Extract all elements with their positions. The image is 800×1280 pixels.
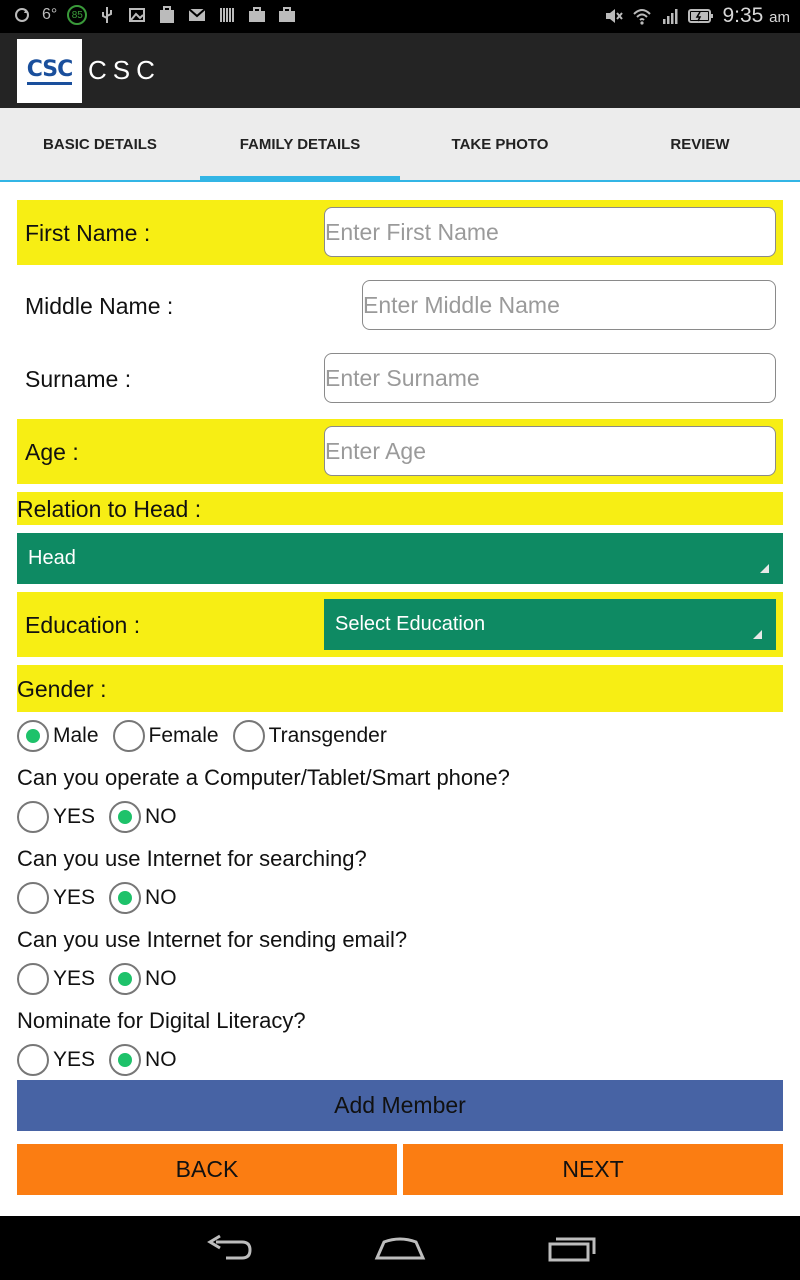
battery-badge-icon: 85 — [67, 5, 87, 25]
internet-email-radio-group — [17, 963, 191, 995]
gender-label: Gender : — [17, 676, 107, 702]
relation-dropdown[interactable] — [17, 533, 783, 584]
csc-logo — [17, 39, 82, 103]
education-selected: Select Education — [335, 613, 486, 635]
relation-row — [17, 492, 783, 525]
question-internet-email: Can you use Internet for sending email? — [17, 927, 408, 952]
system-nav-bar — [0, 1216, 800, 1280]
wifi-icon — [632, 6, 652, 26]
middle-name-row — [17, 273, 783, 338]
internet-search-yes-radio[interactable] — [17, 882, 49, 914]
surname-row — [17, 346, 783, 411]
internet-email-yes-label[interactable]: YES — [53, 967, 96, 990]
status-bar — [0, 0, 800, 33]
logo-text: CSC — [27, 58, 73, 85]
clock — [722, 4, 790, 28]
computer-yes-radio[interactable] — [17, 801, 49, 833]
first-name-label: First Name : — [25, 220, 151, 246]
internet-email-no-label[interactable]: NO — [145, 967, 177, 990]
age-input[interactable]: Enter Age — [324, 426, 776, 476]
internet-search-no-label[interactable]: NO — [145, 886, 177, 909]
gender-male-radio[interactable] — [17, 720, 49, 752]
relation-label: Relation to Head : — [17, 496, 202, 522]
tab-take-photo[interactable]: TAKE PHOTO — [451, 135, 549, 153]
tab-family-details[interactable]: FAMILY DETAILS — [200, 108, 400, 180]
back-nav-icon[interactable] — [204, 1232, 256, 1264]
middle-name-input[interactable]: Enter Middle Name — [362, 280, 776, 330]
sync-icon — [12, 5, 32, 25]
add-member-button[interactable]: Add Member — [17, 1080, 783, 1131]
question-digital-literacy: Nominate for Digital Literacy? — [17, 1008, 306, 1033]
tab-bar — [0, 108, 800, 182]
gender-row — [17, 665, 783, 712]
signal-icon — [660, 6, 680, 26]
education-label: Education : — [25, 612, 141, 638]
battery-charging-icon — [688, 6, 714, 26]
question-computer: Can you operate a Computer/Tablet/Smart phone? — [17, 765, 510, 790]
internet-search-radio-group — [17, 882, 191, 914]
relation-selected: Head — [28, 547, 76, 569]
back-button[interactable]: BACK — [17, 1144, 397, 1195]
gender-male-label[interactable]: Male — [53, 724, 99, 747]
gender-female-radio[interactable] — [113, 720, 145, 752]
barcode-icon — [217, 5, 237, 25]
age-row — [17, 419, 783, 484]
system-icons — [604, 4, 790, 28]
gender-transgender-label[interactable]: Transgender — [268, 724, 387, 747]
question-internet-search: Can you use Internet for searching? — [17, 846, 367, 871]
education-row — [17, 592, 783, 657]
education-dropdown[interactable] — [324, 599, 776, 650]
tab-review[interactable]: REVIEW — [670, 135, 730, 153]
computer-no-radio[interactable] — [109, 801, 141, 833]
gender-transgender-radio[interactable] — [233, 720, 265, 752]
home-nav-icon[interactable] — [374, 1232, 426, 1264]
image-icon — [127, 5, 147, 25]
app-bar — [0, 33, 800, 108]
usb-icon — [97, 5, 117, 25]
gender-female-label[interactable]: Female — [148, 724, 219, 747]
mail-icon — [187, 5, 207, 25]
first-name-input[interactable]: Enter First Name — [324, 207, 776, 257]
app-title: CSC — [88, 55, 161, 85]
surname-label: Surname : — [25, 366, 132, 392]
dropdown-arrow-icon — [753, 630, 762, 639]
digital-literacy-no-label[interactable]: NO — [145, 1048, 177, 1071]
gender-radio-group — [17, 720, 401, 752]
computer-no-label[interactable]: NO — [145, 805, 177, 828]
next-button[interactable]: NEXT — [403, 1144, 783, 1195]
internet-search-yes-label[interactable]: YES — [53, 886, 96, 909]
recent-apps-nav-icon[interactable] — [546, 1232, 598, 1264]
dropdown-arrow-icon — [760, 564, 769, 573]
clock-time: 9:35 — [722, 4, 764, 27]
internet-email-yes-radio[interactable] — [17, 963, 49, 995]
age-label: Age : — [25, 439, 79, 465]
surname-input[interactable]: Enter Surname — [324, 353, 776, 403]
briefcase-icon — [247, 5, 267, 25]
digital-literacy-no-radio[interactable] — [109, 1044, 141, 1076]
computer-radio-group — [17, 801, 191, 833]
computer-yes-label[interactable]: YES — [53, 805, 96, 828]
temperature-text: 6° — [42, 6, 58, 23]
middle-name-label: Middle Name : — [25, 293, 174, 319]
bag-icon — [157, 5, 177, 25]
internet-search-no-radio[interactable] — [109, 882, 141, 914]
digital-literacy-yes-radio[interactable] — [17, 1044, 49, 1076]
clock-ampm: am — [769, 9, 790, 26]
first-name-row — [17, 200, 783, 265]
briefcase-icon — [277, 5, 297, 25]
notification-icons — [12, 5, 297, 25]
digital-literacy-radio-group — [17, 1044, 191, 1076]
digital-literacy-yes-label[interactable]: YES — [53, 1048, 96, 1071]
mute-icon — [604, 6, 624, 26]
internet-email-no-radio[interactable] — [109, 963, 141, 995]
tab-basic-details[interactable]: BASIC DETAILS — [43, 135, 157, 153]
